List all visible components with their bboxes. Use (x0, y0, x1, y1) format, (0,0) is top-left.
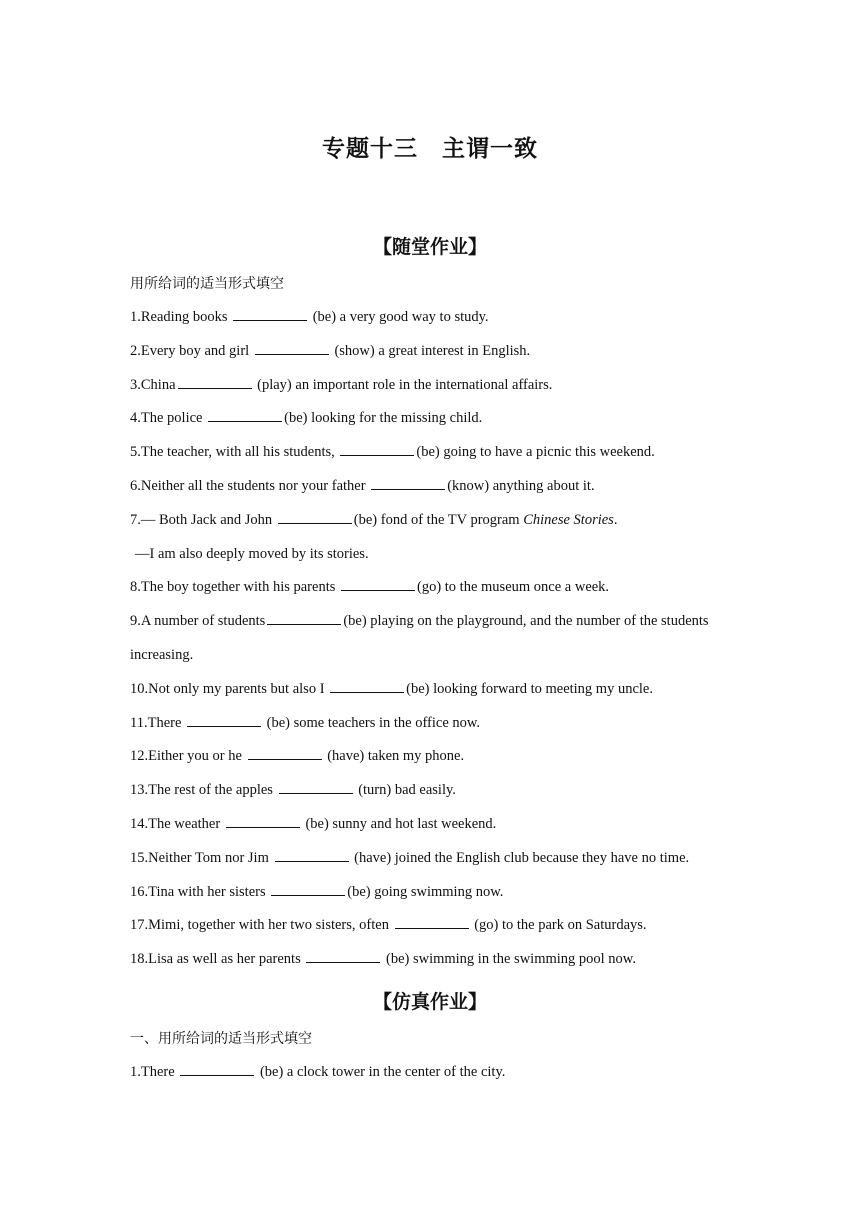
exercise-item (130, 714, 480, 732)
exercise-item (130, 308, 489, 326)
exercise-item (130, 376, 552, 394)
item-prompt: 16.Tina with her sisters (130, 883, 270, 900)
exercise-item (130, 747, 464, 765)
item-hint: (know) anything about it. (447, 478, 595, 494)
item-hint: (be) playing on the playground, and the number of the students (343, 613, 709, 630)
item-hint: (be) fond of the TV program (353, 511, 524, 528)
item-prompt: 11.There (130, 714, 186, 731)
exercise-item (130, 409, 482, 427)
exercise-item (130, 849, 689, 867)
answer-blank[interactable] (226, 815, 300, 828)
item-hint: (be) going swimming now. (347, 883, 504, 900)
item-prompt: 6.Neither all the students nor your father (130, 478, 370, 494)
item-hint: (be) looking forward to meeting my uncle. (406, 680, 653, 697)
exercise-item (130, 477, 595, 495)
item-prompt: 10.Not only my parents but also I (130, 680, 329, 697)
item-tail: . (613, 511, 618, 528)
item-hint: (show) a great interest in English. (330, 342, 531, 359)
answer-blank[interactable] (233, 308, 307, 321)
item-prompt: 8.The boy together with his parents (130, 579, 339, 596)
exercise-item (130, 511, 617, 529)
answer-blank[interactable] (208, 409, 282, 422)
answer-blank[interactable] (306, 950, 380, 963)
exercise-item (130, 612, 709, 630)
item-hint: (be) sunny and hot last weekend. (301, 816, 497, 832)
answer-blank[interactable] (267, 612, 341, 625)
exercise-item (130, 680, 653, 698)
exercise-item (130, 950, 636, 968)
item-hint: (have) joined the English club because they have no time. (350, 849, 690, 866)
item-hint: (be) a very good way to study. (309, 309, 489, 325)
answer-blank[interactable] (271, 883, 345, 896)
answer-blank[interactable] (341, 578, 415, 591)
dialogue-reply (135, 545, 369, 563)
item-hint: (be) looking for the missing child. (284, 410, 483, 427)
item-prompt: 17.Mimi, together with her two sisters, often (130, 917, 393, 934)
item-prompt: 1.There (130, 1064, 179, 1080)
item-hint: (play) an important role in the international affairs. (253, 376, 553, 393)
continuation-text: increasing. (130, 647, 194, 663)
item-hint: (go) to the park on Saturdays. (470, 917, 647, 934)
item-hint: (have) taken my phone. (323, 748, 465, 765)
answer-blank[interactable] (395, 916, 469, 929)
answer-blank[interactable] (278, 511, 352, 524)
answer-blank[interactable] (187, 714, 261, 727)
exercise-item (130, 342, 530, 360)
item-prompt: 18.Lisa as well as her parents (130, 951, 305, 968)
exercise-item (130, 815, 496, 833)
answer-blank[interactable] (371, 477, 445, 490)
exercise-item (130, 1063, 505, 1081)
exercise-item (130, 883, 503, 901)
answer-blank[interactable] (178, 376, 252, 389)
item-prompt: 4.The police (130, 410, 207, 427)
answer-blank[interactable] (180, 1063, 254, 1076)
answer-blank[interactable] (340, 443, 414, 456)
item-prompt: 13.The rest of the apples (130, 782, 277, 799)
answer-blank[interactable] (255, 342, 329, 355)
item-hint: (be) some teachers in the office now. (263, 714, 481, 731)
exercise-item (130, 781, 456, 799)
reply-text: —I am also deeply moved by its stories. (135, 545, 369, 562)
item-prompt: 12.Either you or he (130, 748, 246, 765)
answer-blank[interactable] (248, 747, 322, 760)
item-prompt: 1.Reading books (130, 309, 232, 325)
item-hint: (be) swimming in the swimming pool now. (382, 951, 636, 968)
item-prompt: 15.Neither Tom nor Jim (130, 849, 273, 866)
section-instruction: 用所给词的适当形式填空 (130, 276, 284, 292)
item-prompt: 5.The teacher, with all his students, (130, 444, 339, 461)
continuation-line (130, 646, 193, 664)
item-prompt: 9.A number of students (130, 613, 266, 630)
item-prompt: 2.Every boy and girl (130, 342, 253, 359)
program-title: Chinese Stories (523, 511, 614, 528)
exercise-item (130, 578, 609, 596)
answer-blank[interactable] (330, 680, 404, 693)
item-hint: (turn) bad easily. (354, 782, 456, 799)
answer-blank[interactable] (279, 781, 353, 794)
exercise-item (130, 443, 655, 461)
item-prompt: 7.— Both Jack and John (130, 511, 276, 528)
section-instruction-2: 一、用所给词的适当形式填空 (130, 1031, 312, 1047)
page-title: 专题十三 主谓一致 (322, 136, 538, 162)
item-hint: (be) going to have a picnic this weekend. (416, 444, 655, 461)
item-prompt: 14.The weather (130, 816, 224, 832)
section-heading-classwork: 【随堂作业】 (372, 236, 487, 258)
section-heading-simulation: 【仿真作业】 (372, 991, 487, 1013)
item-hint: (go) to the museum once a week. (417, 579, 610, 596)
item-hint: (be) a clock tower in the center of the city. (256, 1064, 506, 1080)
item-prompt: 3.China (130, 376, 176, 393)
exercise-item (130, 916, 647, 934)
answer-blank[interactable] (275, 849, 349, 862)
